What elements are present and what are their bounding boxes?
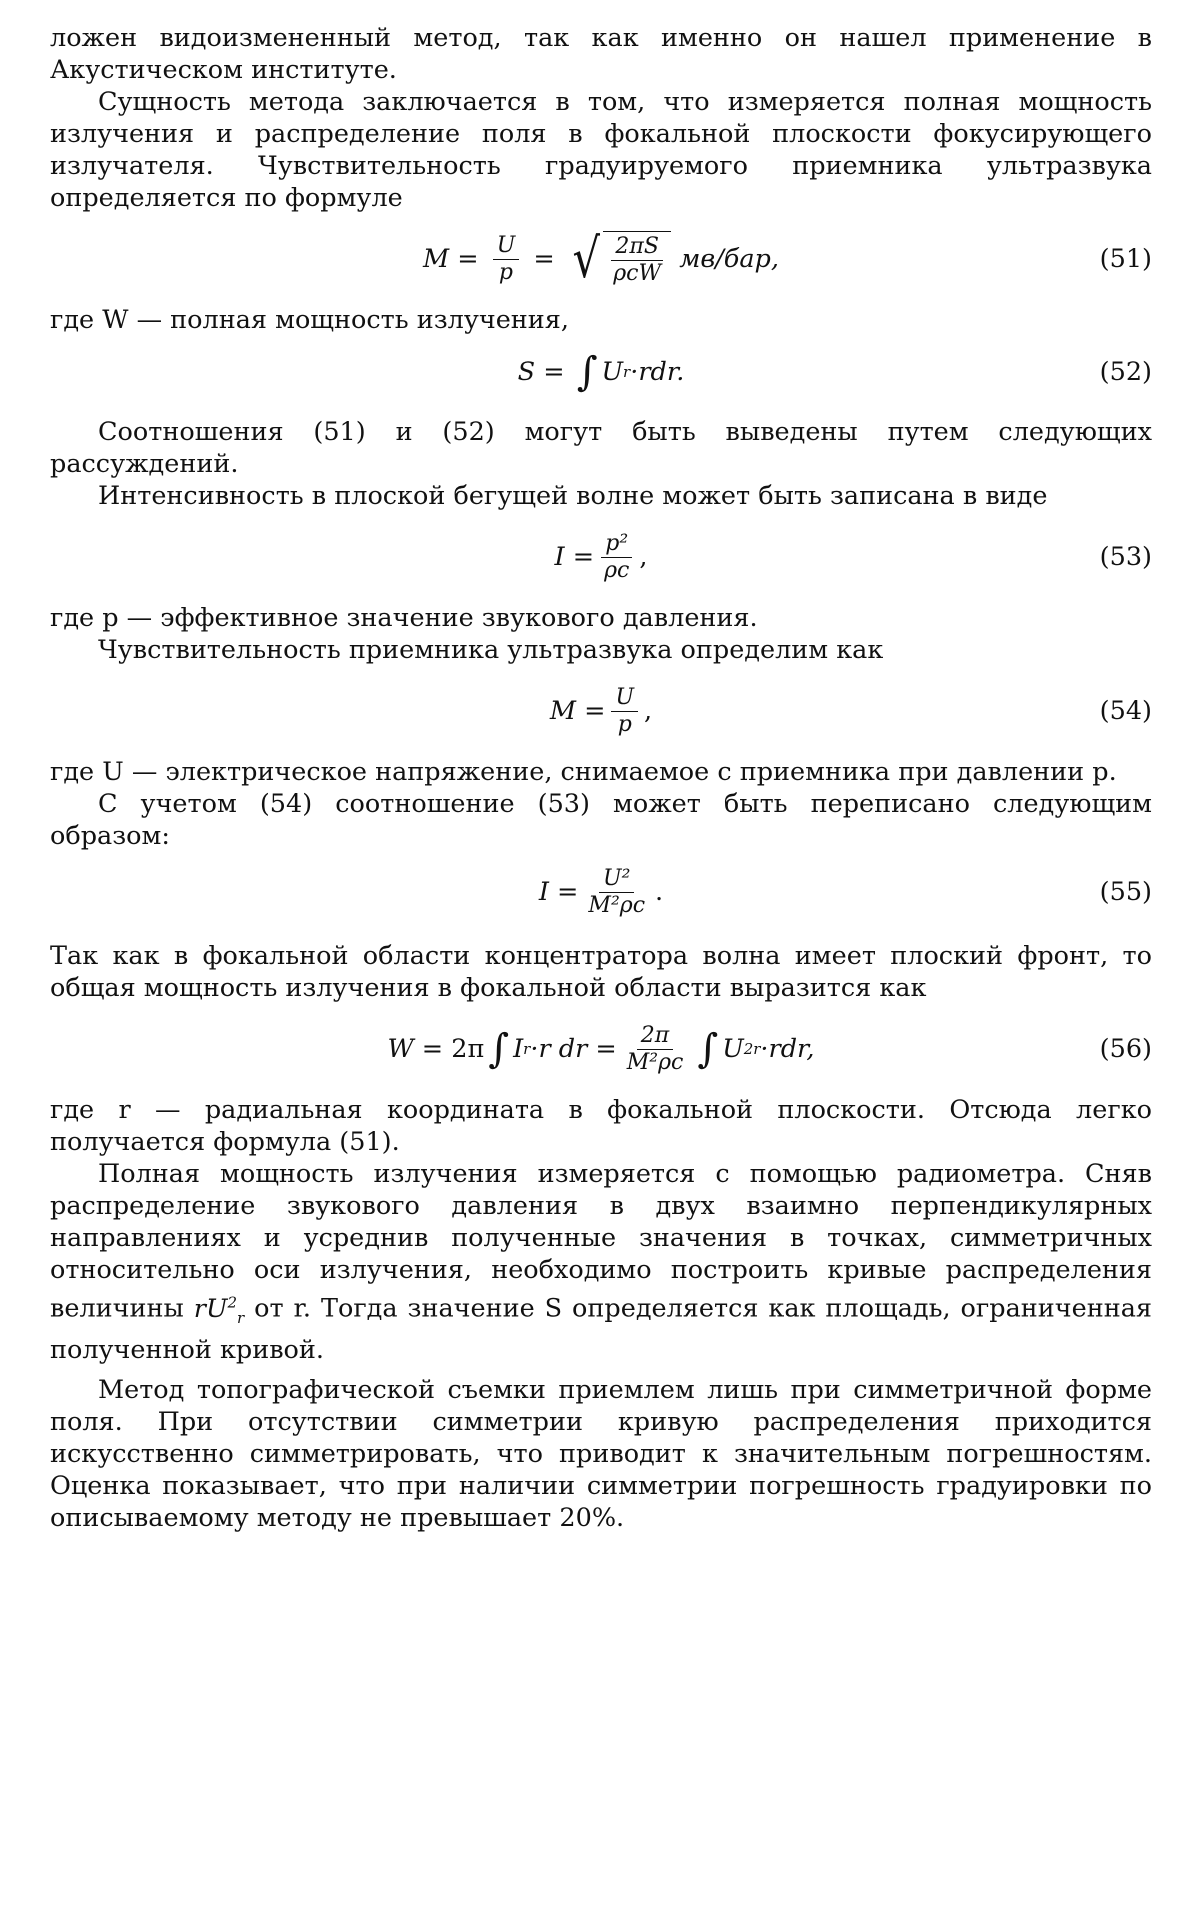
- equation-number: (51): [1099, 244, 1152, 274]
- paragraph-1: ложен видоизмененный метод, так как именно он нашел применение в Акустическом институте.: [50, 23, 1152, 85]
- paragraph-6: где p — эффективное значение звукового давления.: [50, 603, 758, 633]
- paragraph-9: С учетом (54) соотношение (53) может быть переписано следующим образом:: [50, 789, 1152, 851]
- paragraph-8: где U — электрическое напряжение, снимаемое с приемника при давлении p.: [50, 757, 1117, 787]
- equation-number: (52): [1099, 357, 1152, 387]
- paragraph-7: Чувствительность приемника ультразвука определим как: [98, 635, 884, 665]
- equation-54: M = $\frac{U}{p}$ , (54): [549, 684, 1152, 737]
- paragraph-11: где r — радиальная координата в фокальной плоскости. Отсюда легко получается формула (51).: [50, 1095, 1152, 1157]
- equation-number: (55): [1099, 877, 1152, 907]
- equation-53: I = $\frac{\text{p²}}{\rho c}$ , (53): [554, 530, 1152, 583]
- paragraph-3: где W — полная мощность излучения,: [50, 305, 569, 335]
- equation-55: I = $\frac{\text{U²}}{\text{M²ρc}}$ . (55): [538, 865, 1152, 918]
- equation-number: (53): [1099, 542, 1152, 572]
- paragraph-10: Так как в фокальной области концентратора волна имеет плоский фронт, то общая мощность излучения в фокальной области выразится как: [50, 941, 1152, 1003]
- paragraph-5: Интенсивность в плоской бегущей волне может быть записана в виде: [98, 481, 1048, 511]
- page: [50, 22, 1152, 1534]
- paragraph-12: Полная мощность излучения измеряется с помощью радиометра. Сняв распределение звукового давления в двух взаимно перпендикулярных направлениях и усреднив полученные значения в точках, симметричных относительно оси излучения, необходимо построить кривые распределения величины $rU^2_r$ от r. Тогда значение S определяется как площадь, ограниченная полученной кривой.: [50, 1159, 1152, 1365]
- equation-number: (56): [1099, 1034, 1152, 1064]
- paragraph-2: Сущность метода заключается в том, что измеряется полная мощность излучения и распределение поля в фокальной плоскости фокусирующего излучателя. Чувствительность градуируемого приемника ультразвука определяется по формуле: [50, 87, 1152, 213]
- equation-51: M = $\frac{U}{p}$ = √ $\frac{2\pi S}{\text{ρcW}}$ мв/бар, (51): [422, 227, 1152, 290]
- equation-number: (54): [1099, 696, 1152, 726]
- paragraph-4: Соотношения (51) и (52) могут быть выведены путем следующих рассуждений.: [50, 417, 1152, 479]
- equation-56: W = 2π ∫ I r ·r dr = $\frac{2\pi}{\text{M²ρc}}$ ∫ U 2 r ·rdr, (56): [387, 1022, 1152, 1075]
- inline-formula-rUr2: $rU^2_r$: [193, 1293, 245, 1327]
- paragraph-13: Метод топографической съемки приемлем лишь при симметричной форме поля. При отсутствии симметрии кривую распределения приходится искусственно симметрировать, что приводит к значительным погрешностям. Оценка показывает, что при наличии симметрии погрешность градуировки по описываемому методу не превышает 20%.: [50, 1374, 1152, 1533]
- equation-52: S = ∫ U r ·rdr. (52): [517, 349, 1152, 395]
